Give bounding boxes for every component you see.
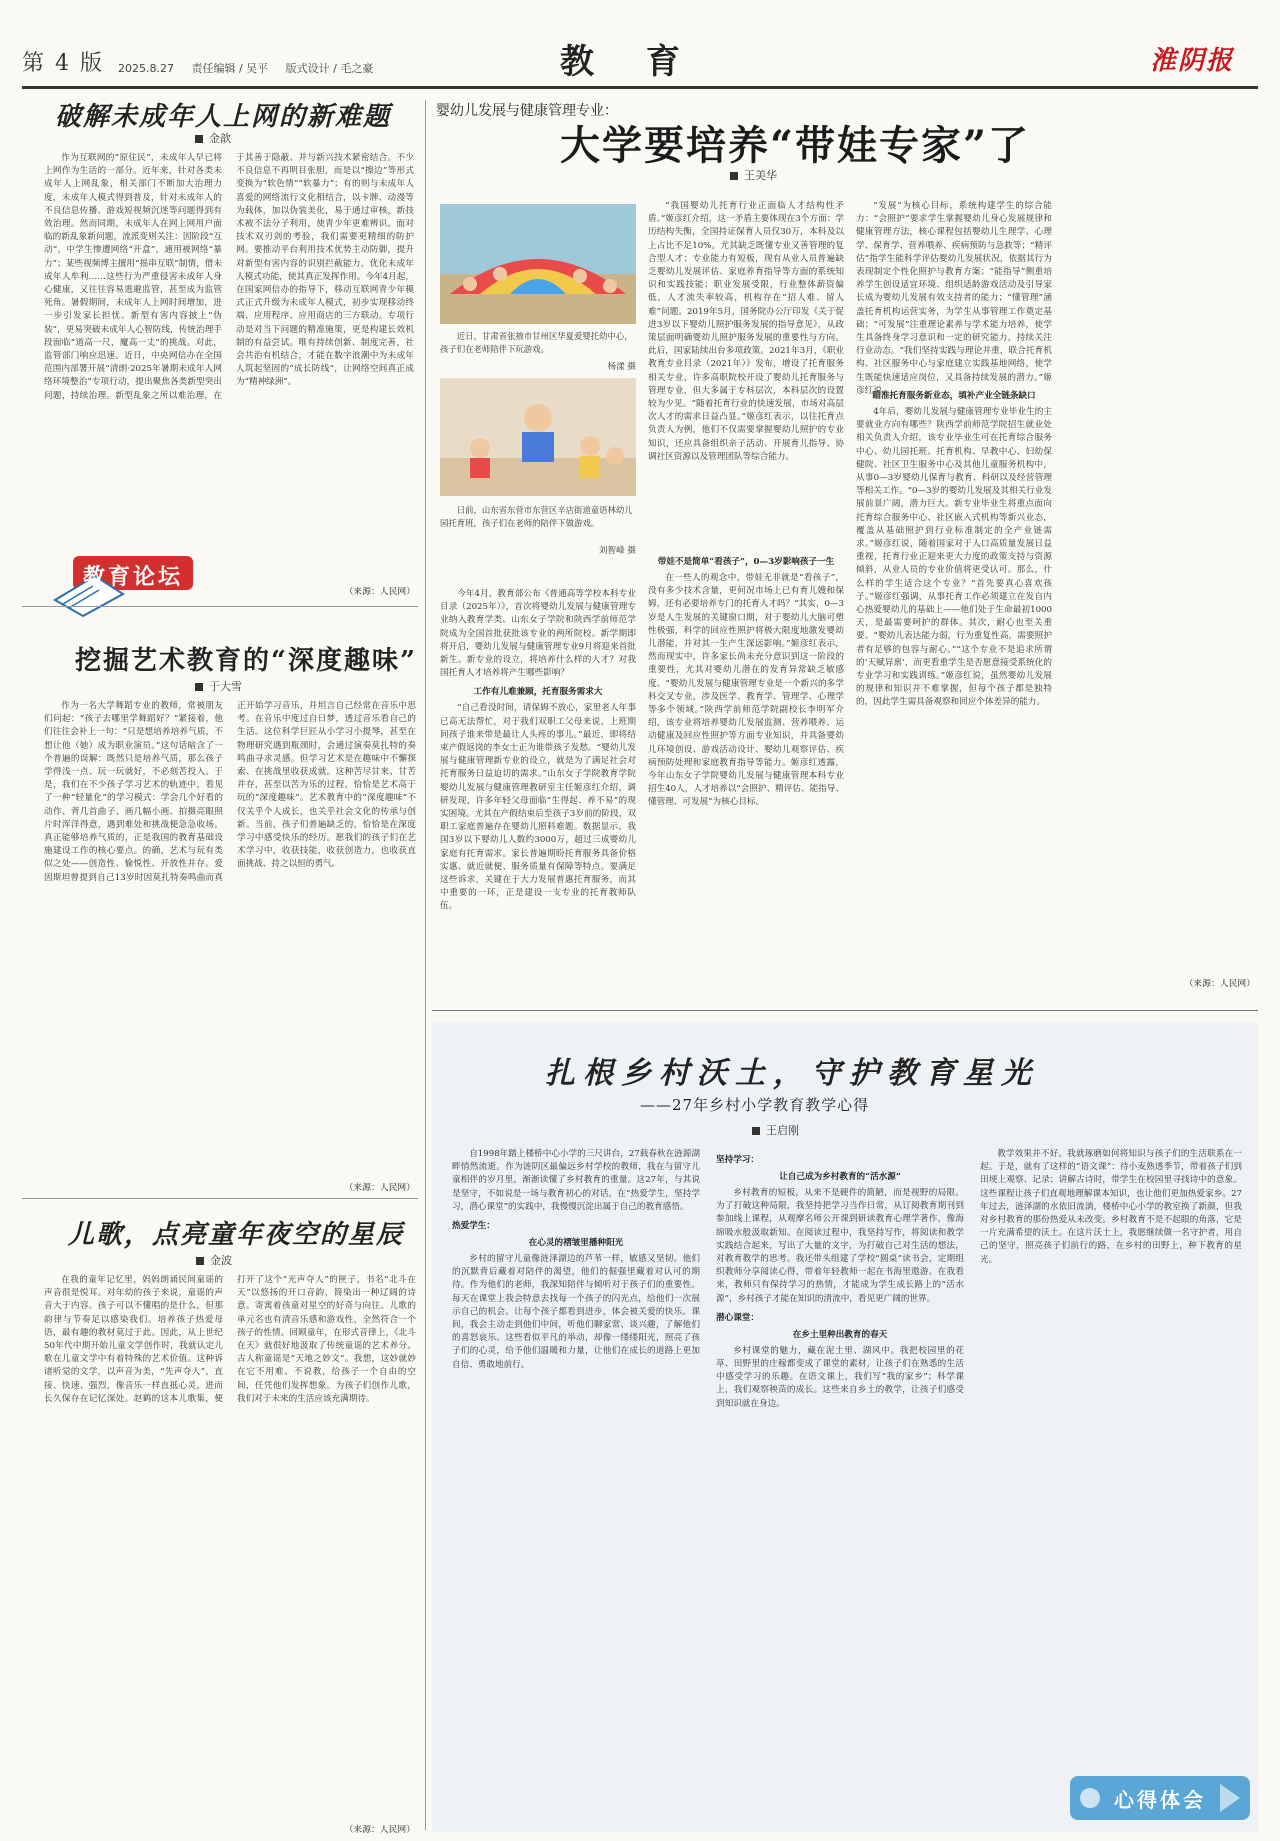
article5-col1-body: 乡村的留守儿童像涟泽湖边的芦苇一样，敏感又坚韧。他们的沉默背后藏着对陪伴的渴望，他们的倔强里藏着对认可的期待。作为他们的老师，我深知陪伴与倾听对于孩子们的重要性。每天在课堂上我会特意去找每一个孩子的闪光点，给他们一次展示自己的机会。让每个孩子都看到进步，体会被关爱的快乐。课间，我会主动走到他们中间，听他们聊家常、谈兴趣，了解他们的喜怒哀乐。这些看似平凡的举动，却像一缕缕阳光，照亮了孩子们的心灵，给予他们温暖和力量，让他们在成长的道路上更加自信、勇敢地前行。: [452, 1254, 700, 1370]
header-design: 版式设计 / 毛之豪: [285, 62, 374, 75]
divider-1: [22, 606, 418, 607]
article5-author: 王启刚: [752, 1122, 799, 1138]
header-rule: [22, 86, 1258, 89]
section-title: 教 育: [560, 42, 700, 82]
article2-author: 于大雪: [195, 678, 242, 694]
forum-badge-label: 教育论坛: [82, 564, 183, 590]
header-meta: [118, 60, 373, 76]
article1-source: （来源：人民网）: [344, 587, 415, 597]
article5-col2-body2: 乡村课堂的魅力，藏在泥土里、湖风中。我把校园里的花草、田野里的庄稼都变成了课堂的素材，让孩子们在熟悉的生活中感受学习的乐趣。在语文课上，我们写“我的家乡”；科学课上，我们观察秧苗的成长。这些来自乡土的教学，让孩子们感受到知识就在身边。: [716, 1345, 964, 1409]
experience-badge-label: 心得体会: [1114, 1788, 1206, 1812]
article5-col2: [716, 1148, 964, 1828]
photo1-caption: 近日，甘肃省张掖市甘州区华夏爱婴托幼中心，孩子们在老师陪伴下玩游戏。: [440, 331, 633, 354]
article3-author: 金波: [196, 1252, 232, 1268]
header-editor: 责任编辑 / 吴平: [191, 62, 269, 75]
article4-col2-body: “我国婴幼儿托育行业正面临人才结构性矛盾。”姬彦红介绍，这一矛盾主要体现在3个方面：学历结构失衡，全国持证保育人员仅30万，本科及以上占比不足10%。尤其缺乏既懂专业又善管理的复合型人才；专业能力有短板，现有从业人员普遍缺乏婴幼儿发展评估、家庭养育指导等方面的系统知识和实践技能；职业发展受限，行业整体薪资偏低，人才流失率较高，机构存在“招人难、留人难”问题。2019年5月，国务院办公厅印发《关于促进3岁以下婴幼儿照护服务发展的指导意见》，从政策层面明确婴幼儿照护服务发展的重要性与方向。此后，国家陆续出台多项政策。2021年3月，《职业教育专业目录（2021年）》发布，增设了托育服务相关专业，许多高职院校开设了婴幼儿托育服务与管理专业，但大多属于专科层次，本科层次的设置较为少见。“随着托育行业的快速发展，市场对高层次人才的需求日益凸显。”姬彦红表示，以往托育点负责人为例，他们不仅需要掌握婴幼儿照护的专业知识，还应具备组织亲子活动、开展育儿指导、协调社区资源以及管理团队等综合能力。: [648, 201, 844, 462]
photo-classroom: [440, 378, 636, 496]
article5-col2-subhead4: 在乡土里种出教育的春天: [792, 1329, 888, 1340]
forum-badge: [45, 548, 195, 618]
article4-col2-subhead: 带娃不是简单“看孩子”，0—3岁影响孩子一生: [657, 557, 835, 567]
article4-author: 王美华: [730, 167, 777, 183]
photo-playground: [440, 204, 636, 324]
article1-body: 作为互联网的“原住民”，未成年人早已将上网作为生活的一部分。近年来，针对各类未成年人上网乱象，相关部门不断加大治理力度，未成年人模式得到普及，针对未成年人的不良信息传播、游戏短视频沉迷等问题得到有效治理。然而同期，未成年人在网上网用户面临的新乱象新问题，流派变则关注：因阶段“互动”，中学生惨遭网络“开盒”，通用被网络“暴力”；某些视频博主擅用“摇串互联”制情，借未成年人牟利……这些行为严重侵害未成年人身心健康，又往往容易逃避监管，甚至成为监管死角。暑假期间，未成年人上网时间增加，进一步引发家长担忧。新型有害内容披上“伪装”，更易突破未成年人心智防线，传统治理手段面临“道高一尺，魔高一丈”的挑战。对此，监管部门响应迅速。近日，中央网信办在全国范围内部署开展“清朗·2025年暑期未成年人网络环境整治”专项行动，提出聚焦各类新型突出问题，持续治理。新型乱象之所以难治理，在于其善于隐蔽、并与新兴技术紧密结合。不少不良信息不再明目张胆，而是以“擦边”等形式变换为“软色情”“软暴力”；有的则与未成年人喜爱的网络流行文化相结合，以卡牌、动漫等为载体，加以伪装美化，易于通过审核，新技术被不法分子利用，使青少年更难辨识。面对技术双刃剑的考验，我们需要更精细的防护网。要推动平台利用技术优势主动防御，提升对新型有害内容的识别拦截能力，优化未成年人模式功能，使其真正发挥作用。今年4月起，在国家网信办的指导下，移动互联网青少年模式正式升级为未成年人模式，初步实现移动终端、应用程序、应用商店的三方联动。专项行动是对当下问题的精准施策，更是构建长效机制的有益尝试。唯有持续创新、制度完善，社会共治有机结合，才能在数字浪潮中为未成年人筑起坚固的“成长防线”，让网络空间真正成为“精神绿洲”。: [44, 153, 414, 401]
article5-col2-subhead: 坚持学习：: [716, 1155, 759, 1165]
article5-title: 扎根乡村沃土，守护教育星光: [545, 1056, 1039, 1091]
article5-col3: [980, 1148, 1242, 1758]
article2-source: （来源：人民网）: [344, 1183, 415, 1193]
article1-author: 金歆: [195, 130, 231, 146]
photo2-caption: 日前，山东省东营市东营区辛店街道童语林幼儿园托育班，孩子们在老师的陪伴下做游戏。: [440, 505, 633, 528]
article5-col1-subhead2: 在心灵的褶皱里播种阳光: [528, 1238, 624, 1249]
page-number: 第 4 版: [22, 51, 104, 76]
column-divider: [425, 100, 426, 1830]
article4-title: 大学要培养“带娃专家”了: [560, 122, 1031, 169]
article5-col1: [452, 1148, 700, 1828]
header-date: 2025.8.27: [118, 62, 174, 75]
divider-3: [432, 1010, 1258, 1011]
article3-body: 在我的童年记忆里，妈妈朗诵民间童谣的声音很是悦耳。对年幼的孩子来说，童谣的声音大于内容。孩子可以不懂唱的是什么，但那韵律与节奏足以感染我们。培养孩子热爱母语，最有趣的教材莫过于此。因此，从上世纪50年代中期开始儿童文学创作时，我就认定儿歌在儿童文学中有着特殊的艺术价值。这种诉诸听觉的文学，以声音为美，“先声夺人”，直接、快速、强烈，像音乐一样直抵心灵，进而长久保存在记忆深处。赵鹤的这本儿歌集，便打开了这个“光声夺人”的匣子，书名“北斗在天”以悠扬的开口音韵，简染出一种辽阔的诗意。寄寓着孩童对星空的好奇与向往。儿歌的单元名也有清音乐感和游戏性，全然符合一个孩子的性情。回顾童年，在形式音律上，《北斗在天》就很好地汲取了传统童谣的艺术养分。古人称童谣是“天地之妙文”。我想，这妙就妙在它不用难、不说教，给孩子一个自由的空间，任凭他们发挥想象。为孩子们创作儿歌，我们对于未来的生活应该充满期待。: [44, 1275, 416, 1404]
article4-col1-subhead: 工作有儿难兼顾，托育服务需求大: [473, 687, 603, 698]
article5-col2-subhead2: 让自己成为乡村教育的“活水源”: [779, 1172, 901, 1182]
divider-2: [22, 1198, 418, 1199]
article4-col3-subhead: 瞄准托育服务新业态，填补产业全链条缺口: [872, 391, 1036, 401]
article5-col3-body: 教学效果并不好。我就琢磨如何将知识与孩子们的生活联系在一起。于是，就有了这样的“语文课”：待小麦熟透季节，带着孩子们到田埂上观察、记录；讲解古诗时，带学生在校园里寻找诗中的意象。这些课程让孩子们直观地理解课本知识，也让他们更加热爱家乡。27年过去，涟泽湖的水依旧流淌，楼桥中心小学的教室换了新颜，但我对乡村教育的那份热爱从未改变。乡村教育不是不起眼的角落，它是一片充满希望的沃土。在这片沃土上，我愿继续做一名守护者，用自己的坚守，照亮孩子们前行的路，在乡村的田野上，种下教育的星光。: [980, 1149, 1242, 1265]
article3-title: 儿歌，点亮童年夜空的星辰: [68, 1220, 405, 1250]
photo2-credit: 刘智峰 摄: [598, 546, 636, 556]
article4-col1-intro: 今年4月，教育部公布《普通高等学校本科专业目录（2025年）》，首次将婴幼儿发展与健康管理专业纳入教育学类。山东女子学院和陕西学前师范学院成为全国首批获批该专业的两所院校。新学期即将开启，婴幼儿发展与健康管理专业9月将迎来首批新生。新专业的设立，将培养什么样的人才？对我国托育人才培养将产生哪些影响？: [440, 589, 636, 679]
article1-title: 破解未成年人上网的新难题: [55, 102, 392, 132]
article4-col1-body: “自己看没时间，请保姆不放心，家里老人年事已高无法帮忙，对于我们双职工父母来说，上班期间孩子谁来带是最让人头疼的事儿。”最近，即将结束产假返岗的李女士正为谁带孩子发愁。“婴幼儿发展与健康管理新专业的设立，就是为了满足社会对托育服务日益迫切的需求。”山东女子学院教育学院婴幼儿发展与健康管理教研室主任姬彦红介绍，调研发现，许多年轻父母面临“生得起、养不易”的现实困境。尤其在产假结束后至孩子3岁前的阶段，双职工家庭普遍存在婴幼儿照料难题。数据显示，我国3岁以下婴幼儿人数约3000万，超过三成婴幼儿家庭有托育需求。家长普遍期盼托育服务具备价格实惠、就近就便、服务质量有保障等特点。要满足这些诉求，关键在于大力发展普惠托育服务，而其中重要的一环，正是建设一支专业的托育教师队伍。: [440, 703, 636, 912]
article4-col2: [648, 200, 844, 1008]
article5-col1-subhead: 热爱学生：: [452, 1221, 495, 1232]
article4-source: （来源：人民网）: [1184, 979, 1255, 989]
article4-col2-body2: 在一些人的观念中，带娃无非就是“看孩子”，没有多少技术含量，更何况市场上已有育儿嫂和保姆，还有必要培养专门的托育人才吗？“其实，0—3岁是人生发展的关键窗口期，对于婴幼儿大脑可塑性极强，科学的回应性照护将极大限度地激发婴幼儿潜能，并对其一生产生深远影响。”姬彦红表示，然而现实中，许多家长尚未充分意识到这一阶段的重要性，尤其对婴幼儿潜在的发育异常缺乏敏感度。“婴幼儿发展与健康管理专业是一个新兴的多学科交叉专业，涉及医学、教育学、管理学、心理学等多个领域。”陕西学前师范学院副校长李明军介绍，该专业将培养婴幼儿发展监测、营养喂养、运动健康及回应性照护等方面专业知识，并具备婴幼儿环境创设、游戏活动设计、婴幼儿观察评估、疾病预防处理和家庭教育指导等能力。姬彦红透露，今年山东女子学院婴幼儿发展与健康管理本科专业招生40人，人才培养以“会照护、精评估、能指导、懂管理、可发展”为核心目标。: [648, 573, 844, 808]
article5-col1-intro: 自1998年踏上楼桥中心小学的三尺讲台，27载春秋在涟源湖畔悄然流逝。作为涟阴区最偏远乡村学校的教师，我在与留守儿童相伴的岁月里，渐渐读懂了乡村教育的重量。这27年，与其说是坚守，不如说是一场与教育初心的对话，在“热爱学生，坚持学习，潜心课堂”的实践中，我慢慢沉淀出属于自己的教育感悟。: [452, 1149, 700, 1212]
photo-playground-image: [440, 204, 636, 324]
article5-col2-body: 乡村教育的短板，从来不是硬件的简陋，而是视野的局限。为了打破这种局限，我坚持把学习当作日常，从订阅教育期刊到参加线上课程，从观摩名师公开课到研读教育心理学著作，像海绵吸水般汲取新知。在阅读过程中，我坚持写作，将阅读和教学实践结合起来，写出了大量的文字，为打破自己对生活的想法，对教育教学的思考。我还带头组建了学校“圆桌”读书会，定期组织教师分享阅读心得，带着年轻教师一起在书海里遨游。在我看来，教师只有保持学习的热情，才能成为学生成长路上的“活水源”，乡村孩子才能在知识的清流中，看见更广阔的世界。: [716, 1188, 964, 1304]
article4-col3: [856, 200, 1052, 970]
article5-col2-subhead3: 潜心课堂：: [716, 1312, 759, 1323]
article4-col1: [440, 588, 636, 1008]
article4-col3-body: “发展”为核心目标，系统构建学生的综合能力：“会照护”要求学生掌握婴幼儿身心发展规律和健康管理方法，核心课程包括婴幼儿生理学、心理学、保育学、营养喂养、疾病预防与急救等；“精评估”指学生能科学评估婴幼儿发展状况，依据其行为表现制定个性化照护与教育方案；“能指导”侧重培养学生创设适宜环境、组织适龄游戏活动及引导家长成为婴幼儿发展有效支持者的能力；“懂管理”涵盖托育机构运营实务，为学生从事管理工作奠定基础；“可发展”注重理论素养与学术能力培养，使学生具备终身学习意识和一定的研究能力，持续关注行业动态。“我们坚持实践与理论并重，联合托育机构、社区服务中心与家庭建立实践基地网络，使学生既能快速适应岗位，又具备持续发展的潜力。”姬彦红说。: [856, 201, 1052, 396]
photo-classroom-image: [440, 378, 636, 496]
article5-subtitle: ——27年乡村小学教育教学心得: [640, 1096, 870, 1114]
article4-col3-body2: 4年后，婴幼儿发展与健康管理专业毕业生的主要就业方向有哪些？陕西学前师范学院招生就业处相关负责人介绍，该专业毕业生可在托育综合服务中心、幼儿园托班、托育机构、早教中心、妇幼保健院、社区卫生服务中心及其他儿童服务机构中，从事0—3岁婴幼儿保育与教育、科研以及经营管理等相关工作。“0—3岁的婴幼儿发展及其相关行业发展前景广阔，潜力巨大。新专业毕业生将重点面向托育综合服务中心、社区嵌入式机构等新兴业态，覆盖从基础照护到行业标准制定的全产业链需求。”姬彦红说，随着国家对于人口高质量发展日益重视，托育行业正迎来更大力度的政策支持与资源倾斜，从业人员的专业价值将更受认可。那么，什么样的学生适合这个专业？“首先要真心喜欢孩子。”姬彦红强调，从事托育工作必须建立在发自内心热爱婴幼儿的基础上——他们处于生命最初1000天，是最需要呵护的群体。其次，耐心也至关重要。“婴幼儿表达能力弱，行为重复性高，需要照护者有足够的包容与耐心。”“这个专业不是追求所谓的‘天赋异禀’，而更看重学生是否愿意接受系统化的专业学习和实践训练。”姬彦红说，虽然婴幼儿发展的规律和知识并不难掌握，但每个孩子都是独特的，因此学生需具备观察和回应个体差异的能力。: [856, 407, 1052, 708]
article2-body: 作为一名大学舞蹈专业的教师，常被朋友们问起：“孩子去哪里学舞蹈好？”紧接着，他们往往会补上一句：“只是想培养培养气质，不想让他（她）成为职业演员。”这句话暗含了一个普遍的误解：既然只是培养气质，那么孩子学得浅一点、玩一玩就好，不必刻苦投入。于是，我们在不少孩子学习艺术的轨迹中，看见了一种“轻量化”的学习模式：学会几个好看的动作、背几首曲子、画几幅小画、拍摄亮眼照片时浑洋得意，遇到难处和挑战便急急收场。真正能够培养气质的，正是我国的教育基础设施建设工作的核心要点。的确，艺术与玩有类似之处——创造性、愉悦性、开放性并存。爱因斯坦曾提到自己13岁时因莫扎特奏鸣曲而真正开始学习音乐，并坦言自己经常在音乐中思考。在音乐中度过自日梦，透过音乐看自己的生活。这位科学巨匠从小学习小提琴，甚至在物理研究遇到瓶颈时，会通过演奏莫扎特的奏鸣曲寻求灵感。但学习艺术是在趣味中不懈探索、在挑战里收获成就。这种苦尽甘来、甘苦并存，甚至以苦为乐的过程，恰恰是艺术高于玩的“深度趣味”。艺术教育中的“深度趣味”不仅关乎个人成长，也关乎社会文化的传承与创新。当前，孩子们普遍缺乏的，恰恰是在深度学习中感受快乐的经历。愿我们的孩子们在艺术学习中，收获技能，收获创造力，也收获直面挑战、持之以恒的勇气。: [44, 701, 416, 883]
article4-kicker: 婴幼儿发展与健康管理专业：: [436, 103, 618, 119]
photo1-credit: 杨漾 摄: [607, 362, 636, 372]
newspaper-logo: 淮阴报: [1150, 46, 1235, 76]
article3-source: （来源：人民网）: [344, 1825, 415, 1835]
experience-badge: [1070, 1770, 1250, 1826]
article2-title: 挖掘艺术教育的“深度趣味”: [75, 646, 417, 676]
